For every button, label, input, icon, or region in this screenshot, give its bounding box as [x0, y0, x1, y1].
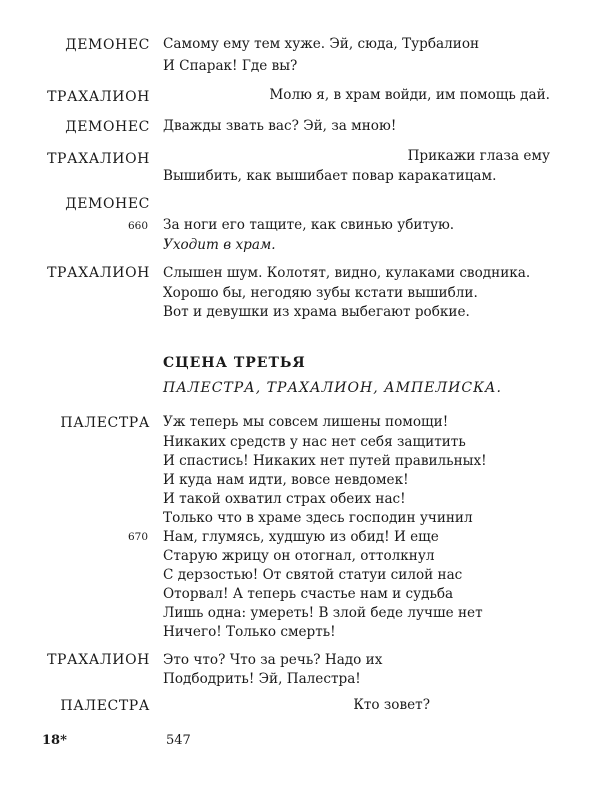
verse-line: Только что в храме здесь господин учинил: [163, 510, 473, 526]
verse-line: Старую жрицу он отогнал, оттолкнул: [163, 548, 435, 564]
verse-line: И спастись! Никаких нет путей правильных!: [163, 453, 487, 469]
speaker-palestra: ПАЛЕСТРА: [60, 415, 150, 431]
verse-line: Кто зовет?: [353, 697, 430, 713]
verse-line: Слышен шум. Колотят, видно, кулаками сводника.: [163, 265, 531, 281]
printer-signature: 18*: [42, 733, 67, 748]
verse-line: Никаких средств у нас нет себя защитить: [163, 434, 466, 450]
speaker-trachalion: ТРАХАЛИОН: [47, 89, 150, 105]
speaker-trachalion: ТРАХАЛИОН: [47, 265, 150, 281]
verse-line: Самому ему тем хуже. Эй, сюда, Турбалион: [163, 36, 480, 52]
verse-line: И куда нам идти, вовсе невдомек!: [163, 472, 409, 488]
speaker-demones: ДЕМОНЕС: [65, 37, 150, 53]
verse-line: Хорошо бы, негодяю зубы кстати вышибли.: [163, 285, 478, 301]
stage-direction: Уходит в храм.: [163, 237, 276, 253]
verse-line: За ноги его тащите, как свинью убитую.: [163, 217, 455, 233]
scene-title: СЦЕНА ТРЕТЬЯ: [163, 355, 306, 371]
speaker-demones: ДЕМОНЕС: [65, 196, 150, 212]
verse-line: Оторвал! А теперь счастье нам и судьба: [163, 586, 454, 602]
verse-line: С дерзостью! От святой статуи силой нас: [163, 567, 463, 583]
verse-line: Нам, глумясь, худшую из обид! И еще: [163, 529, 439, 545]
page-number: 547: [166, 733, 191, 748]
speaker-demones: ДЕМОНЕС: [65, 119, 150, 135]
verse-line: И такой охватил страх обеих нас!: [163, 491, 406, 507]
verse-line: Ничего! Только смерть!: [163, 624, 336, 640]
verse-line: Прикажи глаза ему: [407, 148, 550, 164]
speaker-palestra: ПАЛЕСТРА: [60, 698, 150, 714]
line-number: 670: [127, 531, 148, 543]
verse-line: Это что? Что за речь? Надо их: [163, 652, 383, 668]
verse-line: Дважды звать вас? Эй, за мною!: [163, 118, 397, 134]
verse-line: Уж теперь мы совсем лишены помощи!: [163, 414, 449, 430]
line-number: 660: [127, 220, 148, 232]
verse-line: И Спарак! Где вы?: [163, 58, 298, 74]
verse-line: Вышибить, как вышибает повар каракатицам.: [163, 168, 497, 184]
verse-line: Молю я, в храм войди, им помощь дай.: [269, 87, 550, 103]
verse-line: Вот и девушки из храма выбегают робкие.: [163, 304, 470, 320]
scene-cast: ПАЛЕСТРА, ТРАХАЛИОН, АМПЕЛИСКА.: [163, 380, 502, 396]
speaker-trachalion: ТРАХАЛИОН: [47, 151, 150, 167]
verse-line: Лишь одна: умереть! В злой беде лучше нет: [163, 605, 483, 621]
speaker-trachalion: ТРАХАЛИОН: [47, 652, 150, 668]
verse-line: Подбодрить! Эй, Палестра!: [163, 671, 361, 687]
